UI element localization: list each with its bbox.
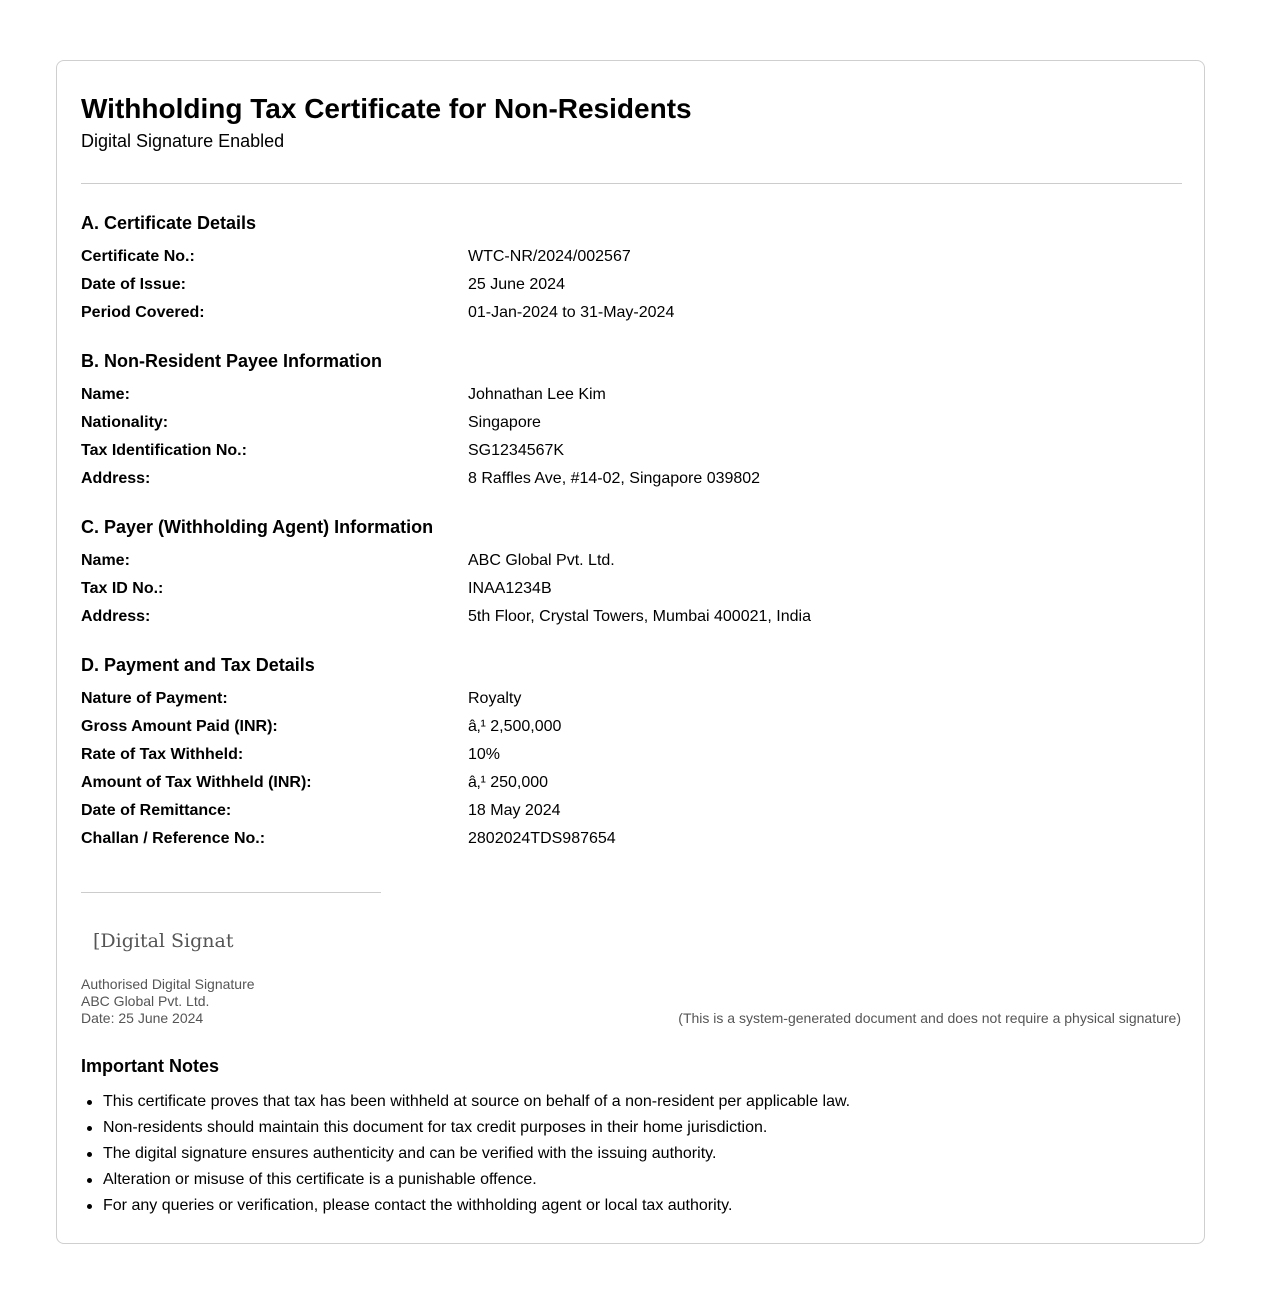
note-text: This certificate proves that tax has been withheld at source on behalf of a non-resident per applicable law.	[103, 1093, 851, 1110]
payee-address-label: Address:	[81, 470, 151, 487]
period-covered-label: Period Covered:	[81, 304, 205, 321]
notes-list	[81, 1089, 850, 1219]
certificate-card	[56, 60, 1205, 1244]
payer-name-value: ABC Global Pvt. Ltd.	[468, 552, 615, 569]
system-generated-note: (This is a system-generated document and does not require a physical signature)	[678, 1010, 1181, 1026]
bullet-icon	[87, 1100, 92, 1105]
tax-withheld-label: Amount of Tax Withheld (INR):	[81, 774, 312, 791]
payee-tin-value: SG1234567K	[468, 442, 565, 459]
signature-date: Date: 25 June 2024	[81, 1010, 204, 1026]
tax-withheld-value: â‚¹ 250,000	[468, 774, 549, 791]
list-item	[81, 1167, 850, 1193]
page-title: Withholding Tax Certificate for Non-Residents	[81, 93, 692, 124]
payer-tax-id-value: INAA1234B	[468, 580, 552, 597]
note-text: For any queries or verification, please contact the withholding agent or local tax authority.	[103, 1197, 733, 1214]
note-text: Non-residents should maintain this document for tax credit purposes in their home jurisdiction.	[103, 1119, 768, 1136]
signature-divider	[81, 892, 381, 893]
section-b-title: B. Non-Resident Payee Information	[81, 351, 383, 371]
payee-tin-label: Tax Identification No.:	[81, 442, 247, 459]
note-text: Alteration or misuse of this certificate is a punishable offence.	[103, 1171, 537, 1188]
nature-of-payment-value: Royalty	[468, 690, 522, 707]
remittance-date-label: Date of Remittance:	[81, 802, 232, 819]
nature-of-payment-label: Nature of Payment:	[81, 690, 228, 707]
certificate-no-value: WTC-NR/2024/002567	[468, 248, 631, 265]
section-a-title: A. Certificate Details	[81, 213, 257, 233]
bullet-icon	[87, 1126, 92, 1131]
note-text: The digital signature ensures authenticity and can be verified with the issuing authority.	[103, 1145, 717, 1162]
date-of-issue-value: 25 June 2024	[468, 276, 565, 293]
notes-title: Important Notes	[81, 1056, 220, 1076]
list-item	[81, 1141, 850, 1167]
header-divider	[81, 183, 1182, 184]
challan-reference-value: 2802024TDS987654	[468, 830, 616, 847]
digital-signature-image: [Digital Signat	[93, 930, 234, 952]
list-item	[81, 1089, 850, 1115]
payee-name-value: Johnathan Lee Kim	[468, 386, 606, 403]
list-item	[81, 1193, 850, 1219]
payer-name-label: Name:	[81, 552, 130, 569]
gross-amount-value: â‚¹ 2,500,000	[468, 718, 562, 735]
bullet-icon	[87, 1152, 92, 1157]
period-covered-value: 01-Jan-2024 to 31-May-2024	[468, 304, 675, 321]
remittance-date-value: 18 May 2024	[468, 802, 561, 819]
tax-rate-label: Rate of Tax Withheld:	[81, 746, 244, 763]
tax-rate-value: 10%	[468, 746, 501, 763]
date-of-issue-label: Date of Issue:	[81, 276, 186, 293]
payer-address-value: 5th Floor, Crystal Towers, Mumbai 400021, India	[468, 608, 811, 625]
payer-tax-id-label: Tax ID No.:	[81, 580, 164, 597]
gross-amount-label: Gross Amount Paid (INR):	[81, 718, 278, 735]
payee-nationality-value: Singapore	[468, 414, 541, 431]
page-subtitle: Digital Signature Enabled	[81, 131, 285, 151]
certificate-no-label: Certificate No.:	[81, 248, 195, 265]
payee-nationality-label: Nationality:	[81, 414, 169, 431]
bullet-icon	[87, 1204, 92, 1209]
list-item	[81, 1115, 850, 1141]
payee-name-label: Name:	[81, 386, 130, 403]
challan-reference-label: Challan / Reference No.:	[81, 830, 266, 847]
payee-address-value: 8 Raffles Ave, #14-02, Singapore 039802	[468, 470, 761, 487]
section-c-title: C. Payer (Withholding Agent) Information	[81, 517, 434, 537]
section-d-title: D. Payment and Tax Details	[81, 655, 315, 675]
signature-title: Authorised Digital Signature	[81, 976, 255, 992]
payer-address-label: Address:	[81, 608, 151, 625]
signature-company: ABC Global Pvt. Ltd.	[81, 993, 210, 1009]
bullet-icon	[87, 1178, 92, 1183]
